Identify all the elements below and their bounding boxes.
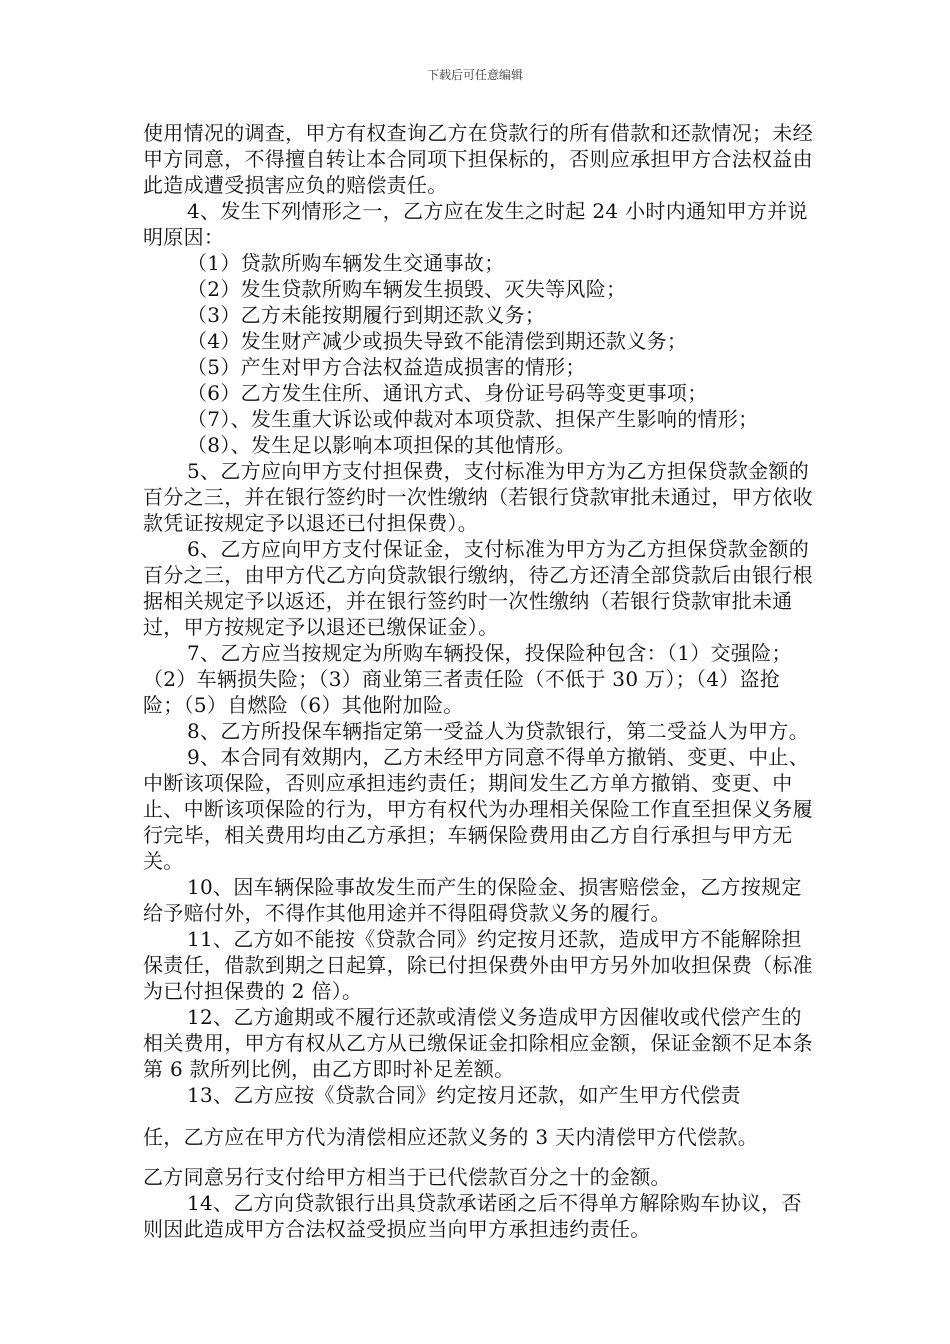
document-body <box>143 120 819 1242</box>
clause-14: 14、乙方向贷款银行出具贷款承诺函之后不得单方解除购车协议，否则因此造成甲方合法权益受损应当向甲方承担违约责任。 <box>143 1191 802 1241</box>
clause-13-line-2: 任，乙方应在甲方代为清偿相应还款义务的 3 天内清偿甲方代偿款。 <box>143 1125 759 1149</box>
clause-4-item-2: （2）发生贷款所购车辆发生损毁、灭失等风险； <box>187 277 627 301</box>
clause-4-item-6: （6）乙方发生住所、通讯方式、身份证号码等变更事项； <box>187 381 708 405</box>
clause-12: 12、乙方逾期或不履行还款或清偿义务造成甲方因催收或代偿产生的相关费用，甲方有权从乙方从已缴保证金扣除相应金额，保证金额不足本条第 6 款所列比例，由乙方即时补足差额。 <box>143 1005 813 1081</box>
clause-7: 7、乙方应当按规定为所购车辆投保，投保险种包含：（1）交强险；（2）车辆损失险；（3）商业第三者责任险（不低于 30 万）；（4）盗抢险；（5）自燃险（6）其他附加险。 <box>143 641 792 717</box>
clause-13-line-1: 13、乙方应按《贷款合同》约定按月还款，如产生甲方代偿责 <box>187 1083 741 1107</box>
clause-6: 6、乙方应向甲方支付保证金，支付标准为甲方为乙方担保贷款金额的百分之三，由甲方代乙方向贷款银行缴纳，待乙方还清全部贷款后由银行根据相关规定予以返还，并在银行签约时一次性缴纳（若银行贷款审批未通过，甲方按规定予以退还已缴保证金）。 <box>143 537 813 639</box>
clause-13-line-3: 乙方同意另行支付给甲方相当于已代偿款百分之十的金额。 <box>143 1165 671 1189</box>
page-header: 下载后可任意编辑 <box>426 68 523 82</box>
clause-5: 5、乙方应向甲方支付担保费，支付标准为甲方为乙方担保贷款金额的百分之三，并在银行签约时一次性缴纳（若银行贷款审批未通过，甲方依收款凭证按规定予以退还已付担保费）。 <box>143 459 813 535</box>
clause-8: 8、乙方所投保车辆指定第一受益人为贷款银行，第二受益人为甲方。 <box>187 719 810 743</box>
clause-10: 10、因车辆保险事故发生而产生的保险金、损害赔偿金，乙方按规定给予赔付外，不得作其他用途并不得阻碍贷款义务的履行。 <box>143 875 802 925</box>
clause-9: 9、本合同有效期内，乙方未经甲方同意不得单方撤销、变更、中止、中断该项保险，否则应承担违约责任；期间发生乙方单方撤销、变更、中止、中断该项保险的行为，甲方有权代为办理相关保险工作直至担保义务履行完毕，相关费用均由乙方承担；车辆保险费用由乙方自行承担与甲方无关。 <box>143 745 813 873</box>
clause-4-item-7: （7）、发生重大诉讼或仲裁对本项贷款、担保产生影响的情形； <box>187 407 759 431</box>
clause-4-item-1: （1）贷款所购车辆发生交通事故； <box>187 251 505 275</box>
clause-4-item-8: （8）、发生足以影响本项担保的其他情形。 <box>187 433 576 457</box>
clause-4-item-3: （3）乙方未能按期履行到期还款义务； <box>187 303 546 327</box>
continued-paragraph: 使用情况的调查，甲方有权查询乙方在贷款行的所有借款和还款情况；未经甲方同意，不得擅自转让本合同项下担保标的，否则应承担甲方合法权益由此造成遭受损害应负的赔偿责任。 <box>143 121 813 197</box>
clause-4-item-5: （5）产生对甲方合法权益造成损害的情形； <box>187 355 586 379</box>
clause-4-item-4: （4）发生财产减少或损失导致不能清偿到期还款义务； <box>187 329 688 353</box>
clause-4: 4、发生下列情形之一，乙方应在发生之时起 24 小时内通知甲方并说明原因： <box>143 199 808 249</box>
clause-11: 11、乙方如不能按《贷款合同》约定按月还款，造成甲方不能解除担保责任，借款到期之日起算，除已付担保费外由甲方另外加收担保费（标准为已付担保费的 2 倍）。 <box>143 927 813 1003</box>
